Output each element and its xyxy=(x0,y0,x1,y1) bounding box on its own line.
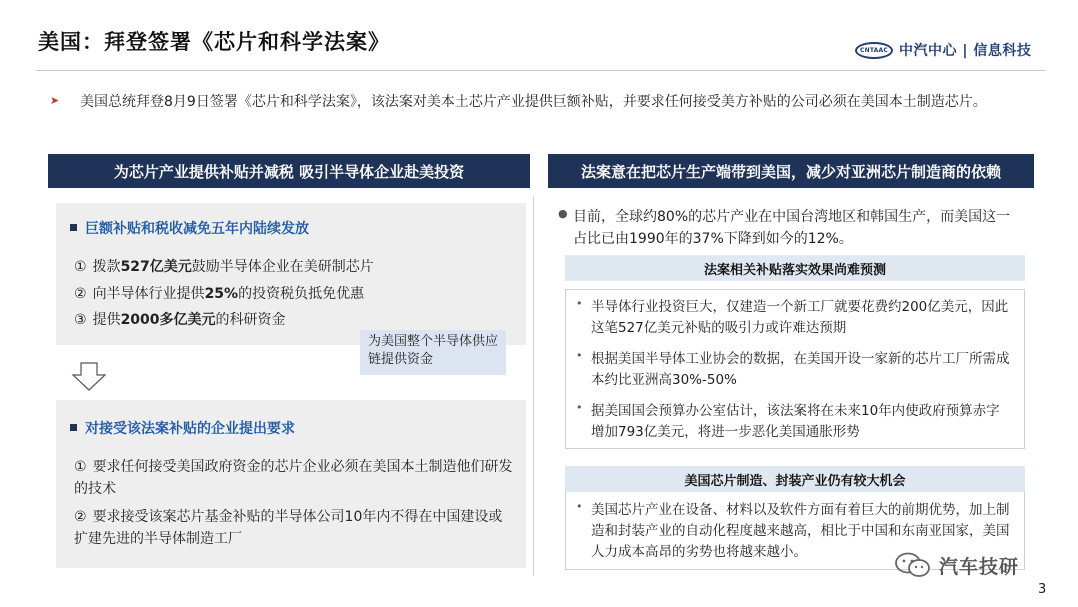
left-section-title: 为芯片产业提供补贴并减税 吸引半导体企业赴美投资 xyxy=(48,154,530,188)
header-divider xyxy=(36,70,1046,71)
item-number: ① xyxy=(74,459,87,475)
item-text: 鼓励半导体企业在美研制芯片 xyxy=(191,259,374,275)
item-text: 的投资税负抵免优惠 xyxy=(238,286,365,302)
column-divider xyxy=(533,196,534,576)
list-item xyxy=(74,506,514,550)
item-text: 要求任何接受美国政府资金的芯片企业必须在美国本土制造他们研发的技术 xyxy=(74,459,513,497)
list-item xyxy=(74,256,374,278)
list-item: 半导体行业投资巨大，仅建造一个新工厂就要花费约200亿美元，因此这笔527亿美元补贴的吸引力或许难达预期 xyxy=(591,299,1009,336)
arrow-bullet-icon: ➤ xyxy=(50,94,60,107)
item-number: ① xyxy=(74,259,87,275)
right-section-title: 法案意在把芯片生产端带到美国，减少对亚洲芯片制造商的依赖 xyxy=(548,154,1034,188)
list-item xyxy=(74,456,514,500)
subsidy-heading-text: 巨额补贴和税收减免五年内陆续发放 xyxy=(85,221,309,237)
item-text: 的科研资金 xyxy=(215,312,286,328)
list-item: 美国芯片产业在设备、材料以及软件方面有着巨大的前期优势，加上制造和封装产业的自动化程度越来越高，相比于中国和东南亚国家，美国人力成本高昂的劣势也将越来越小。 xyxy=(591,502,1010,560)
wechat-icon xyxy=(893,550,933,580)
bullet-dot-icon: • xyxy=(576,349,583,362)
item-emphasis: 527亿美元 xyxy=(120,259,192,275)
subsidy-heading xyxy=(70,218,309,238)
list-item xyxy=(74,309,286,331)
bullet-dot-icon: ● xyxy=(558,207,568,220)
bullet-dot-icon: • xyxy=(576,297,583,310)
logo-text: 中汽中心 | 信息科技 xyxy=(899,43,1032,59)
watermark-text: 汽车技研 xyxy=(939,555,1020,578)
item-number: ② xyxy=(74,509,87,525)
intro-text: 美国总统拜登8月9日签署《芯片和科学法案》，该法案对美本土芯片产业提供巨额补贴，并要求任何接受美方补贴的公司必须在美国本土制造芯片。 xyxy=(80,94,987,110)
list-item xyxy=(74,283,364,305)
brand-logo xyxy=(855,40,1031,60)
item-number: ② xyxy=(74,286,87,302)
watermark xyxy=(893,550,1019,580)
requirements-heading xyxy=(70,418,295,438)
page-number: 3 xyxy=(1038,582,1047,597)
down-arrow-icon xyxy=(71,362,107,392)
page-title: 美国：拜登签署《芯片和科学法案》 xyxy=(38,30,390,54)
logo-abbr: CNTAAC xyxy=(860,46,888,54)
bullet-dot-icon: • xyxy=(576,500,583,513)
item-emphasis: 25% xyxy=(204,286,239,302)
item-text: 拨款 xyxy=(92,259,121,275)
logo-emblem xyxy=(855,42,893,59)
list-item: 据美国国会预算办公室估计，该法案将在未来10年内使政府预算赤字增加793亿美元，将进一步恶化美国通胀形势 xyxy=(591,403,1000,440)
item-emphasis: 2000多亿美元 xyxy=(120,312,216,328)
item-text: 要求接受该案芯片基金补贴的半导体公司10年内不得在中国建设或扩建先进的半导体制造工厂 xyxy=(74,509,503,547)
opportunity-heading: 美国芯片制造、封装产业仍有较大机会 xyxy=(565,466,1025,492)
square-bullet-icon xyxy=(70,224,77,231)
list-item: 根据美国半导体工业协会的数据，在美国开设一家新的芯片工厂所需成本约比亚洲高30%-50% xyxy=(591,351,1010,388)
item-text: 向半导体行业提供 xyxy=(92,286,205,302)
item-number: ③ xyxy=(74,312,87,328)
bullet-dot-icon: • xyxy=(576,401,583,414)
item-text: 提供 xyxy=(92,312,121,328)
square-bullet-icon xyxy=(70,424,77,431)
requirements-heading-text: 对接受该法案补贴的企业提出要求 xyxy=(85,421,295,437)
lead-text: 目前，全球约80%的芯片产业在中国台湾地区和韩国生产，而美国这一占比已由1990年的37%下降到如今的12%。 xyxy=(573,209,1011,247)
effect-heading: 法案相关补贴落实效果尚难预测 xyxy=(565,255,1025,281)
supply-chain-callout: 为美国整个半导体供应链提供资金 xyxy=(360,330,506,375)
